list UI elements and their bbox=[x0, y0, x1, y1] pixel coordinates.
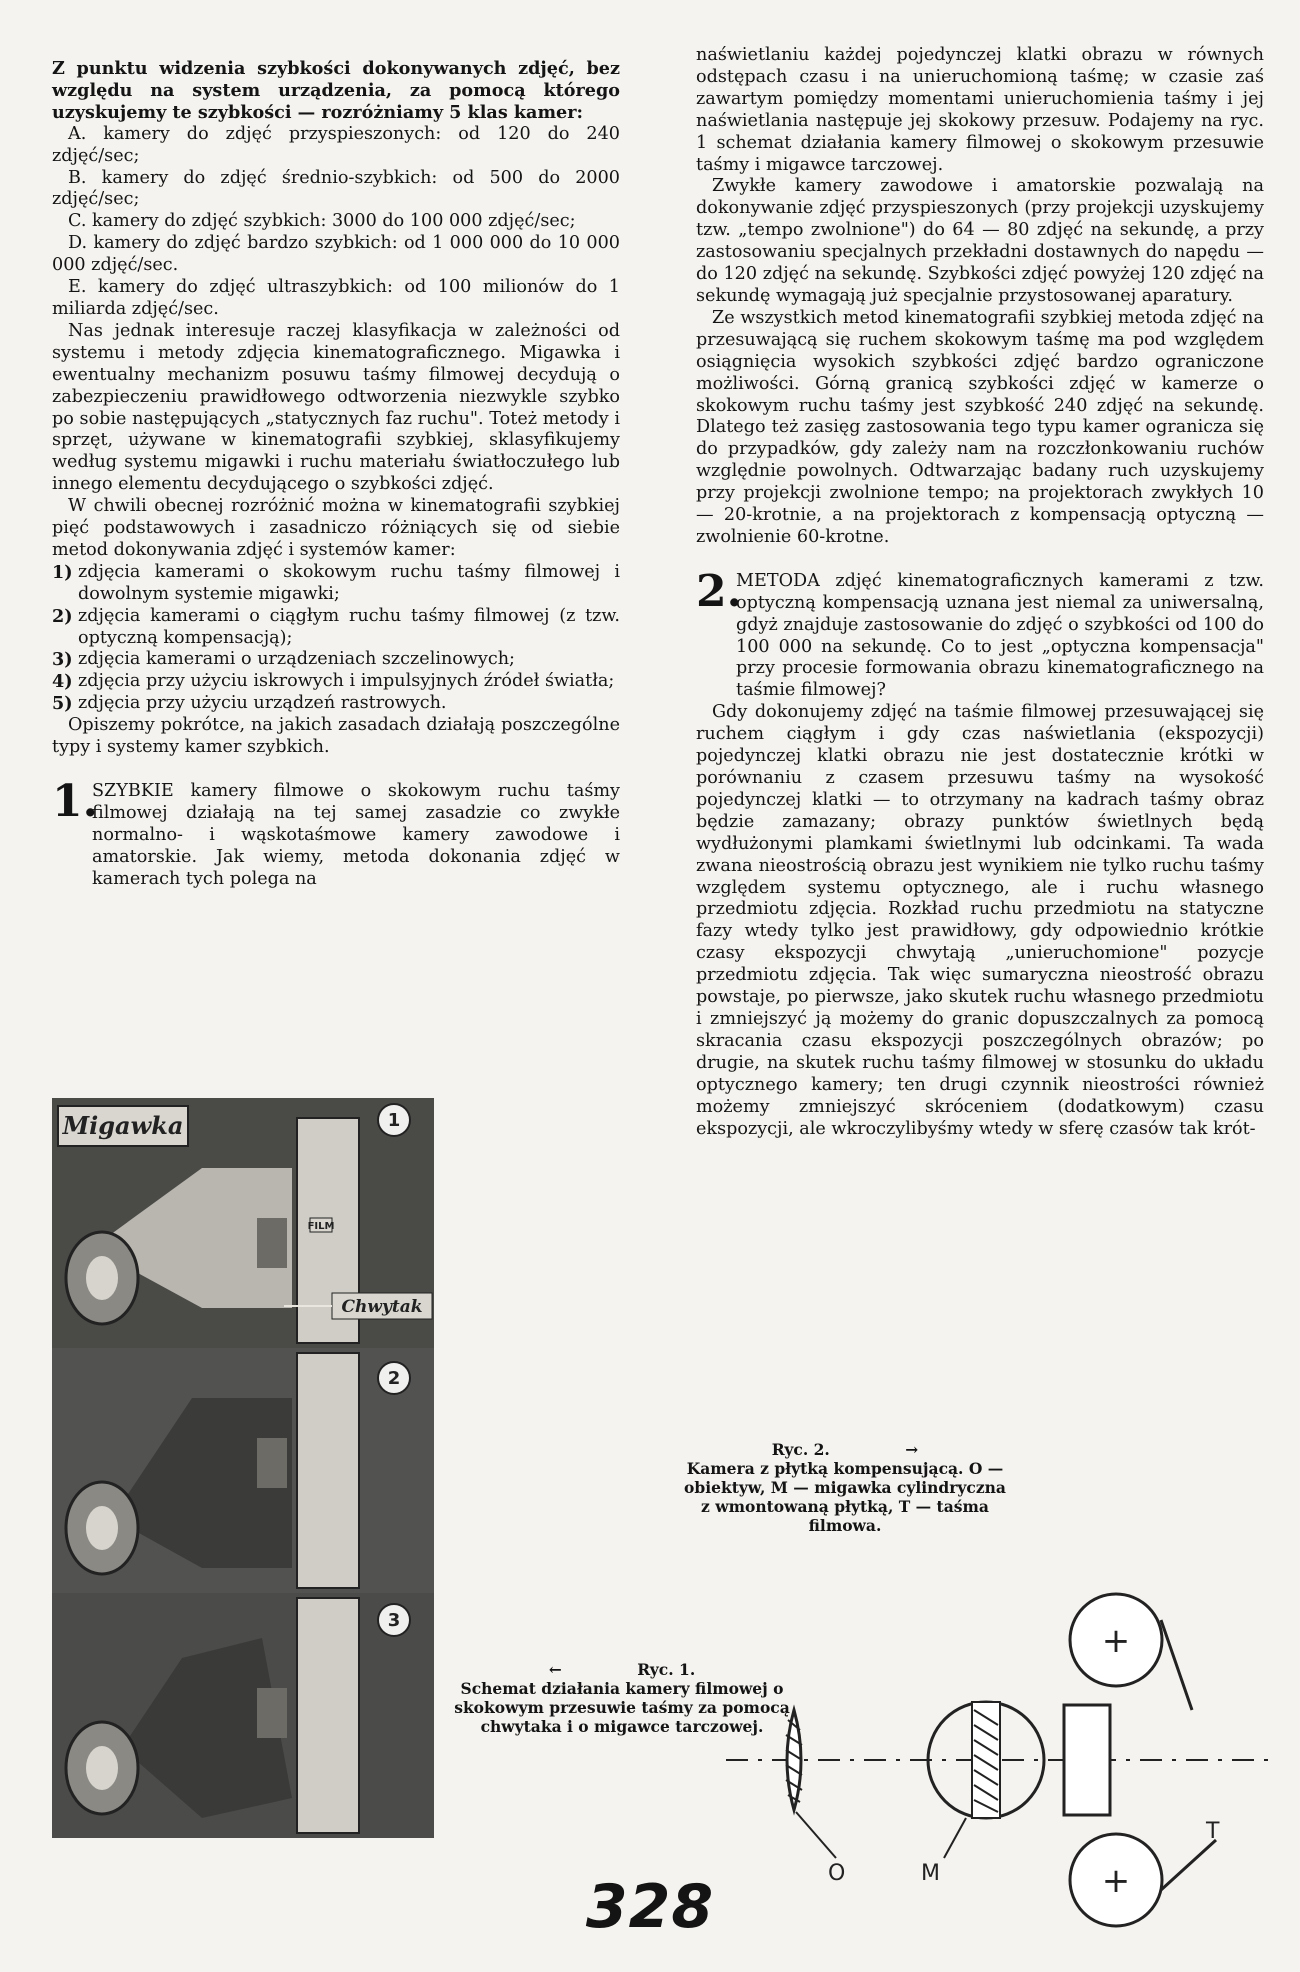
camera-class-c: C. kamery do zdjęć szybkich: 3000 do 100 000 zdjęć/sec; bbox=[68, 211, 576, 232]
left-arrow: ← bbox=[548, 1660, 562, 1679]
frame-3-number: 3 bbox=[387, 1610, 401, 1631]
frame-3 bbox=[52, 1593, 434, 1838]
figure-1-title: Ryc. 1. bbox=[637, 1660, 696, 1679]
figure-1-illustration bbox=[52, 1098, 434, 1838]
section-1-number: 1. bbox=[52, 776, 98, 827]
camera-class-e: E. kamery do zdjęć ultraszybkich: od 100 milionów do 1 miliarda zdjęć/sec. bbox=[52, 277, 620, 319]
professional-cameras-paragraph: Zwykłe kamery zawodowe i amatorskie pozwalają na dokonywanie zdjęć przyspieszonych (przy projekcji uzyskujemy tzw. „tempo zwolnione") do 64 — 80 zdjęć na sekundę, a przy zastosowaniu specjalnych przekładni dostawnych do napędu — do 120 zdjęć na sekundę. Szybkości zdjęć powyżej 120 zdjęć na sekundę wymagają już specjalnie przystosowanej aparatury. bbox=[696, 176, 1264, 306]
section-1-text: SZYBKIE kamery filmowe o skokowym ruchu taśmy filmowej działają na tej samej zasadzie co zwykłe normalno- i wąskotaśmowe kamery zawodowe i amatorskie. Jak wiemy, metoda dokonania zdjęć w kamerach tych polega na bbox=[92, 781, 620, 889]
figure-2-title-row bbox=[680, 1440, 1010, 1459]
method-text: zdjęcia kamerami o ciągłym ruchu taśmy filmowej (z tzw. optyczną kompensacją); bbox=[78, 605, 620, 648]
method-text: zdjęcia kamerami o skokowym ruchu taśmy filmowej i dowolnym systemie migawki; bbox=[78, 561, 620, 604]
figure-2-caption-text: Kamera z płytką kompensującą. O — obiektyw, M — migawka cylindryczna z wmontowaną płytką, T — taśma filmowa. bbox=[684, 1459, 1006, 1535]
method-text: zdjęcia przy użyciu urządzeń rastrowych. bbox=[78, 693, 447, 714]
upper-sprocket-plus: + bbox=[1101, 1621, 1131, 1661]
right-arrow: → bbox=[905, 1440, 919, 1459]
blur-explanation-paragraph: Gdy dokonujemy zdjęć na taśmie filmowej przesuwającej się ruchem ciągłym i gdy czas naświetlania (ekspozycji) pojedynczej klatki obrazu nie jest dostatecznie krótki w porównaniu z czasem przesuwu taśmy na wysokość pojedynczej klatki — to otrzymany na kadrach taśmy obraz będzie zamazany; obrazy punktów świetlnych będą wydłużonymi plamkami świetlnymi lub odcinkami. Ta wada zwana nieostrością obrazu jest wynikiem nie tylko ruchu taśmy względem systemu optycznego, ale i ruchu własnego przedmiotu zdjęcia. Rozkład ruchu przedmiotu na statyczne fazy wtedy tylko jest prawidłowy, gdy odpowiednio krótkie czasy ekspozycji chwytają „unieruchomione" pozycje przedmiotu zdjęcia. Tak więc sumaryczna nieostrość obrazu powstaje, po pierwsze, jako skutek ruchu własnego przedmiotu i zmniejszyć ją możemy do granic dopuszczalnych za pomocą skracania czasu ekspozycji poszczególnych obrazów; po drugie, na skutek ruchu taśmy filmowej w stosunku do układu optycznego kamery; ten drugi czynnik nieostrości również możemy zmniejszyć skróceniem (dodatkowym) czasu ekspozycji, ale wkroczylibyśmy wtedy w sferę czasów tak krót- bbox=[696, 702, 1264, 1139]
method-number: 5) bbox=[52, 693, 73, 715]
method-item bbox=[52, 606, 620, 650]
method-item bbox=[52, 649, 620, 671]
frame-2-number: 2 bbox=[387, 1368, 401, 1389]
summary-paragraph: Opiszemy pokrótce, na jakich zasadach działają poszczególne typy i systemy kamer szybkich. bbox=[52, 715, 620, 758]
right-column bbox=[696, 45, 1264, 1140]
film-label: FILM bbox=[307, 1221, 335, 1232]
objective-label: O bbox=[828, 1861, 846, 1886]
film-gate bbox=[1064, 1705, 1110, 1815]
film-label: T bbox=[1206, 1819, 1220, 1844]
page-number: 328 bbox=[585, 1872, 715, 1942]
left-column bbox=[52, 58, 620, 891]
method-item bbox=[52, 671, 620, 693]
figure-2-title: Ryc. 2. bbox=[771, 1440, 830, 1459]
migawka-label: Migawka bbox=[62, 1111, 184, 1140]
frame-1 bbox=[52, 1098, 434, 1348]
method-item bbox=[52, 693, 620, 715]
camera-mechanism-drawing bbox=[52, 1098, 434, 1838]
camera-class-a: A. kamery do zdjęć przyspieszonych: od 120 do 240 zdjęć/sec; bbox=[52, 123, 620, 166]
section-2-text: METODA zdjęć kinematograficznych kamerami z tzw. optyczną kompensacją uznana jest niemal za uniwersalną, gdyż znajduje zastosowanie do zdjęć o szybkości od 100 do 100 000 na sekundę. Co to jest „optyczna kompensacja" przy procesie formowania obrazu kinematograficznego na taśmie filmowej? bbox=[736, 570, 1264, 701]
method-text: zdjęcia kamerami o urządzeniach szczelinowych; bbox=[78, 649, 515, 670]
section-2-number: 2. bbox=[696, 565, 742, 617]
method-number: 2) bbox=[52, 605, 73, 627]
section-2 bbox=[696, 565, 1264, 702]
method-number: 1) bbox=[52, 561, 73, 583]
shutter-label: M bbox=[921, 1861, 940, 1886]
intro-paragraph: Z punktu widzenia szybkości dokonywanych zdjęć, bez względu na system urządzenia, za pomocą którego uzyskujemy te szybkości — rozróżniamy 5 klas kamer: bbox=[52, 58, 620, 123]
method-number: 3) bbox=[52, 649, 73, 671]
limits-paragraph: Ze wszystkich metod kinematografii szybkiej metoda zdjęć na przesuwającą się ruchem skokowym taśmę ma pod względem osiągnięcia wysokich szybkości zdjęć bardzo ograniczone możliwości. Górną granicą szybkości zdjęć w kamerze o skokowym ruchu taśmy jest szybkość 240 zdjęć na sekundę. Dlatego też zasięg zastosowania tego typu kamer ogranicza się do przypadków, gdy zależy nam na rozczłonkowaniu ruchów względnie powolnych. Odtwarzając badany ruch uzyskujemy przy projekcji zwolnione tempo; na projektorach zwykłych 10 — 20-krotnie, a na projektorach z kompensacją optyczną — zwolnienie 60-krotne. bbox=[696, 307, 1264, 547]
lower-sprocket-plus: + bbox=[1101, 1861, 1131, 1901]
classification-paragraph: Nas jednak interesuje raczej klasyfikacja w zależności od systemu i metody zdjęcia kinematograficznego. Migawka i ewentualny mechanizm posuwu taśmy filmowej decydują o zabezpieczeniu prawidłowego odtworzenia niezwykle szybko po sobie następujących „statycznych faz ruchu". Toteż metody i sprzęt, używane w kinematografii szybkiej, sklasyfikujemy według systemu migawki i ruchu materiału światłoczułego lub innego elementu decydującego o szybkości zdjęć. bbox=[52, 320, 620, 495]
figure-1-caption-text: Schemat działania kamery filmowej o skokowym przesuwie taśmy za pomocą chwytaka i o migawce tarczowej. bbox=[454, 1679, 790, 1736]
figure-2-caption bbox=[680, 1440, 1010, 1535]
frame-2 bbox=[52, 1348, 434, 1593]
film-strip-upper bbox=[1161, 1620, 1192, 1710]
section-1 bbox=[52, 776, 620, 891]
camera-class-b: B. kamery do zdjęć średnio-szybkich: od 500 do 2000 zdjęć/sec; bbox=[52, 167, 620, 210]
camera-class-d: D. kamery do zdjęć bardzo szybkich: od 1 000 000 do 10 000 000 zdjęć/sec. bbox=[52, 233, 620, 276]
methods-intro-paragraph: W chwili obecnej rozróżnić można w kinematografii szybkiej pięć podstawowych i zasadniczo różniących się od siebie metod dokonywania zdjęć i systemów kamer: bbox=[52, 496, 620, 560]
method-item bbox=[52, 562, 620, 606]
continued-paragraph: naświetlaniu każdej pojedynczej klatki obrazu w równych odstępach czasu i na unieruchomioną taśmę; w czasie zaś zawartym pomiędzy momentami unieruchomienia taśmy i jej naświetlania następuje jej skokowy przesuw. Podajemy na ryc. 1 schemat działania kamery filmowej o skokowym przesuwie taśmy i migawce tarczowej. bbox=[696, 45, 1264, 175]
method-text: zdjęcia przy użyciu iskrowych i impulsyjnych źródeł światła; bbox=[78, 671, 615, 692]
film-strip-lower bbox=[1161, 1840, 1216, 1890]
compensation-diagram bbox=[716, 1590, 1286, 1930]
method-number: 4) bbox=[52, 671, 73, 693]
frame-1-number: 1 bbox=[387, 1110, 401, 1131]
chwytak-label: Chwytak bbox=[341, 1297, 423, 1317]
